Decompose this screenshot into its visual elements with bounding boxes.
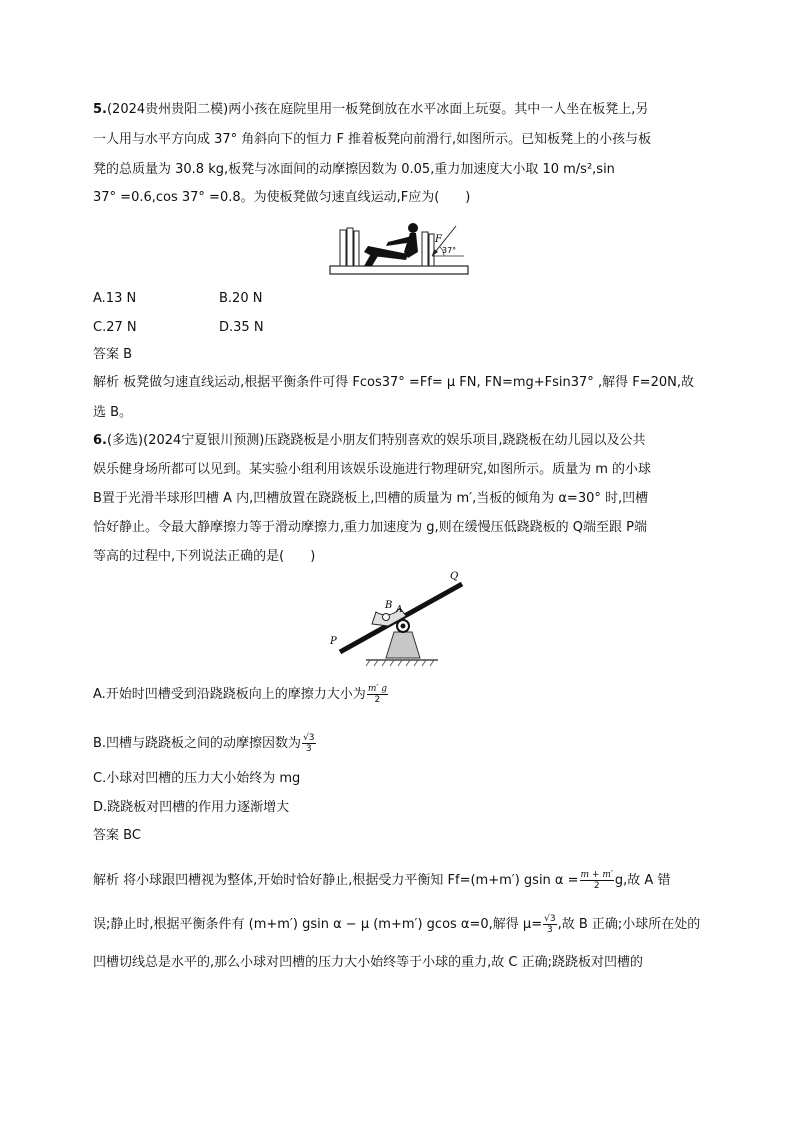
q6-analysis-line2 [93,914,700,935]
q5-stem-part1: (2024贵州贵阳二模)两小孩在庭院里用一板凳倒放在水平冰面上玩耍。其中一人坐在板凳上,另 [106,102,649,117]
child-silhouette [364,223,418,266]
q5-figure [328,222,470,278]
q5-line1 [93,101,648,119]
label-b: B [385,600,393,611]
frac-numerator: √3 [544,914,556,924]
q6-line1 [93,432,646,450]
q5-option-d: D.35 N [219,320,264,335]
bench-right-legs [422,232,434,266]
bench-board [330,266,468,274]
frac-numerator: √3 [303,733,315,743]
bench-left-legs [340,228,359,266]
q6-line4: 恰好静止。令最大静摩擦力等于滑动摩擦力,重力加速度为 g,则在缓慢压低跷跷板的 Q端至跟 P端 [93,520,647,535]
angle-label: 37° [442,246,457,255]
frac-denominator: 2 [593,881,600,891]
q6-option-d: D.跷跷板对凹槽的作用力逐渐增大 [93,800,290,815]
q5-analysis-line2: 选 B。 [93,405,133,420]
frac-numerator: m′ g [367,684,388,694]
label-a: A [396,605,403,615]
label-q: Q [450,571,459,582]
q6-analysis-1a: 解析 将小球跟凹槽视为整体,开始时恰好静止,根据受力平衡知 Ff=(m+m′) gsin α = [93,873,579,888]
force-label: F [435,234,442,245]
q5-number: 5. [93,102,107,117]
q5-line2: 一人用与水平方向成 37° 角斜向下的恒力 F 推着板凳向前滑行,如图所示。已知板凳上的小孩与板 [93,132,652,147]
q5-options-row1 [93,290,263,308]
q6-analysis-1-fraction [580,870,614,891]
q6-number: 6. [93,433,107,448]
frac-denominator: 2 [374,695,381,705]
pivot-center [401,624,406,629]
q5-option-a: A.13 N [93,291,137,306]
frac-numerator: m + m′ [580,870,613,880]
q5-options-row2 [93,319,264,337]
q5-option-b: B.20 N [219,291,263,306]
q6-analysis-line1 [93,870,670,891]
q5-option-c: C.27 N [93,320,137,335]
q6-option-b-fraction [302,733,315,754]
ball-b [383,614,390,621]
q6-option-b [93,733,317,754]
q5-answer: 答案 B [93,347,133,362]
seesaw-support [386,632,420,658]
q6-analysis-1b: g,故 A 错 [614,873,671,888]
q6-figure [326,568,474,670]
q6-answer: 答案 BC [93,828,141,843]
q6-line5: 等高的过程中,下列说法正确的是( ) [93,549,316,564]
q6-option-c: C.小球对凹槽的压力大小始终为 mg [93,771,301,786]
q6-option-a-text: A.开始时凹槽受到沿跷跷板向上的摩擦力大小为 [93,687,366,702]
q6-option-b-text: B.凹槽与跷跷板之间的动摩擦因数为 [93,736,302,751]
label-p: P [330,636,337,647]
q6-analysis-2-fraction [543,914,556,935]
q5-analysis-line1: 解析 板凳做匀速直线运动,根据平衡条件可得 Fcos37° =Ff= μ FN, FN=mg+Fsin37° ,解得 F=20N,故 [93,375,694,390]
q6-option-a-fraction [367,684,388,705]
q6-analysis-line3: 凹槽切线总是水平的,那么小球对凹槽的压力大小始终等于小球的重力,故 C 正确;跷跷板对凹槽的 [93,955,643,970]
q6-line2: 娱乐健身场所都可以见到。某实验小组利用该娱乐设施进行物理研究,如图所示。质量为 m 的小球 [93,462,652,477]
q6-analysis-2a: 误;静止时,根据平衡条件有 (m+m′) gsin α − μ (m+m′) gcos α=0,解得 μ= [93,917,543,932]
q6-option-a [93,684,389,705]
q6-stem-part1: (多选)(2024宁夏银川预测)压跷跷板是小朋友们特别喜欢的娱乐项目,跷跷板在幼儿园以及公共 [106,433,646,448]
frac-denominator: 3 [305,744,312,754]
q5-line4: 37° =0.6,cos 37° =0.8。为使板凳做匀速直线运动,F应为( ) [93,190,471,205]
q6-line3: B置于光滑半球形凹槽 A 内,凹槽放置在跷跷板上,凹槽的质量为 m′,当板的倾角为 α=30° 时,凹槽 [93,491,649,506]
ground-hatch [366,660,434,666]
q5-line3: 凳的总质量为 30.8 kg,板凳与冰面间的动摩擦因数为 0.05,重力加速度大小取 10 m/s²,sin [93,162,615,177]
q6-analysis-2b: ,故 B 正确;小球所在处的 [557,917,701,932]
frac-denominator: 3 [546,925,553,935]
